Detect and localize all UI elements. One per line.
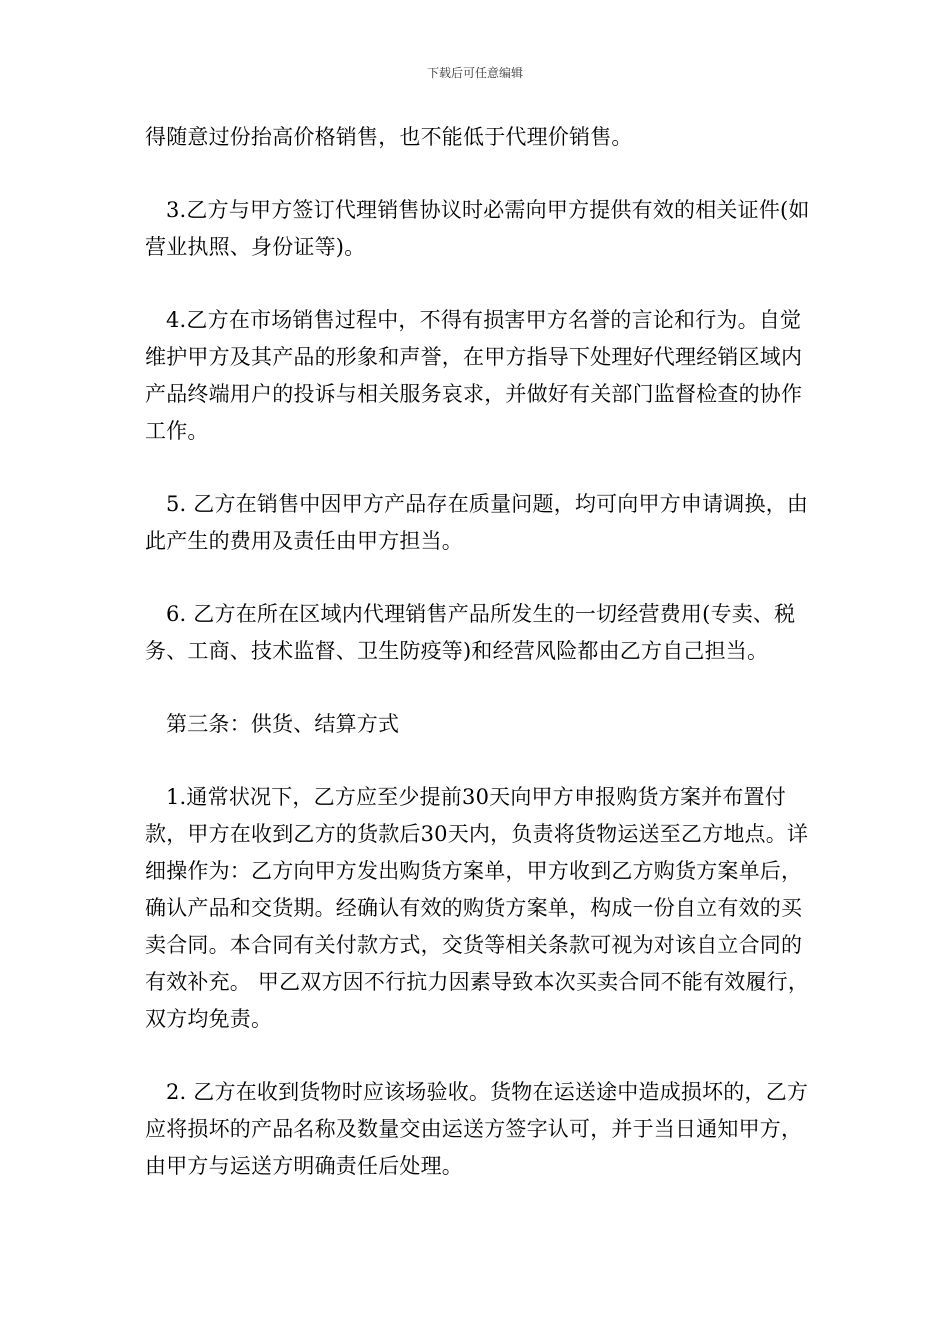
document-body [145, 119, 810, 1185]
paragraph-item-6: 6. 乙方在所在区域内代理销售产品所发生的一切经营费用(专卖、税务、工商、技术监督、卫生防疫等)和经营风险都由乙方自己担当。 [145, 602, 796, 663]
paragraph-supply-2: 2. 乙方在收到货物时应该场验收。货物在运送途中造成损坏的，乙方应将损坏的产品名称及数量交由运送方签字认可，并于当日通知甲方，由甲方与运送方明确责任后处理。 [145, 1080, 809, 1178]
paragraph-continuation: 得随意过份抬高价格销售，也不能低于代理价销售。 [145, 125, 633, 149]
page-header: 下载后可任意编辑 [426, 66, 523, 80]
paragraph-item-4: 4.乙方在市场销售过程中，不得有损害甲方名誉的言论和行为。自觉维护甲方及其产品的形象和声誉，在甲方指导下处理好代理经销区域内产品终端用户的投诉与相关服务哀求，并做好有关部门监督检查的协作工作。 [145, 308, 803, 443]
paragraph-item-5: 5. 乙方在销售中因甲方产品存在质量问题，均可向甲方申请调换，由此产生的费用及责任由甲方担当。 [145, 492, 809, 553]
paragraph-supply-1: 1.通常状况下，乙方应至少提前30天向甲方申报购货方案并布置付款，甲方在收到乙方的货款后30天内，负责将货物运送至乙方地点。详细操作为：乙方向甲方发出购货方案单，甲方收到乙方购货方案单后，确认产品和交货期。经确认有效的购货方案单，构成一份自立有效的买卖合同。本合同有关付款方式，交货等相关条款可视为对该自立合同的有效补充。 甲乙双方因不行抗力因素导致本次买卖合同不能有效履行，双方均免责。 [145, 785, 810, 1031]
section-heading-article-3: 第三条：供货、结算方式 [166, 712, 400, 736]
paragraph-item-3: 3.乙方与甲方签订代理销售协议时必需向甲方提供有效的相关证件(如营业执照、身份证等)。 [145, 198, 810, 259]
